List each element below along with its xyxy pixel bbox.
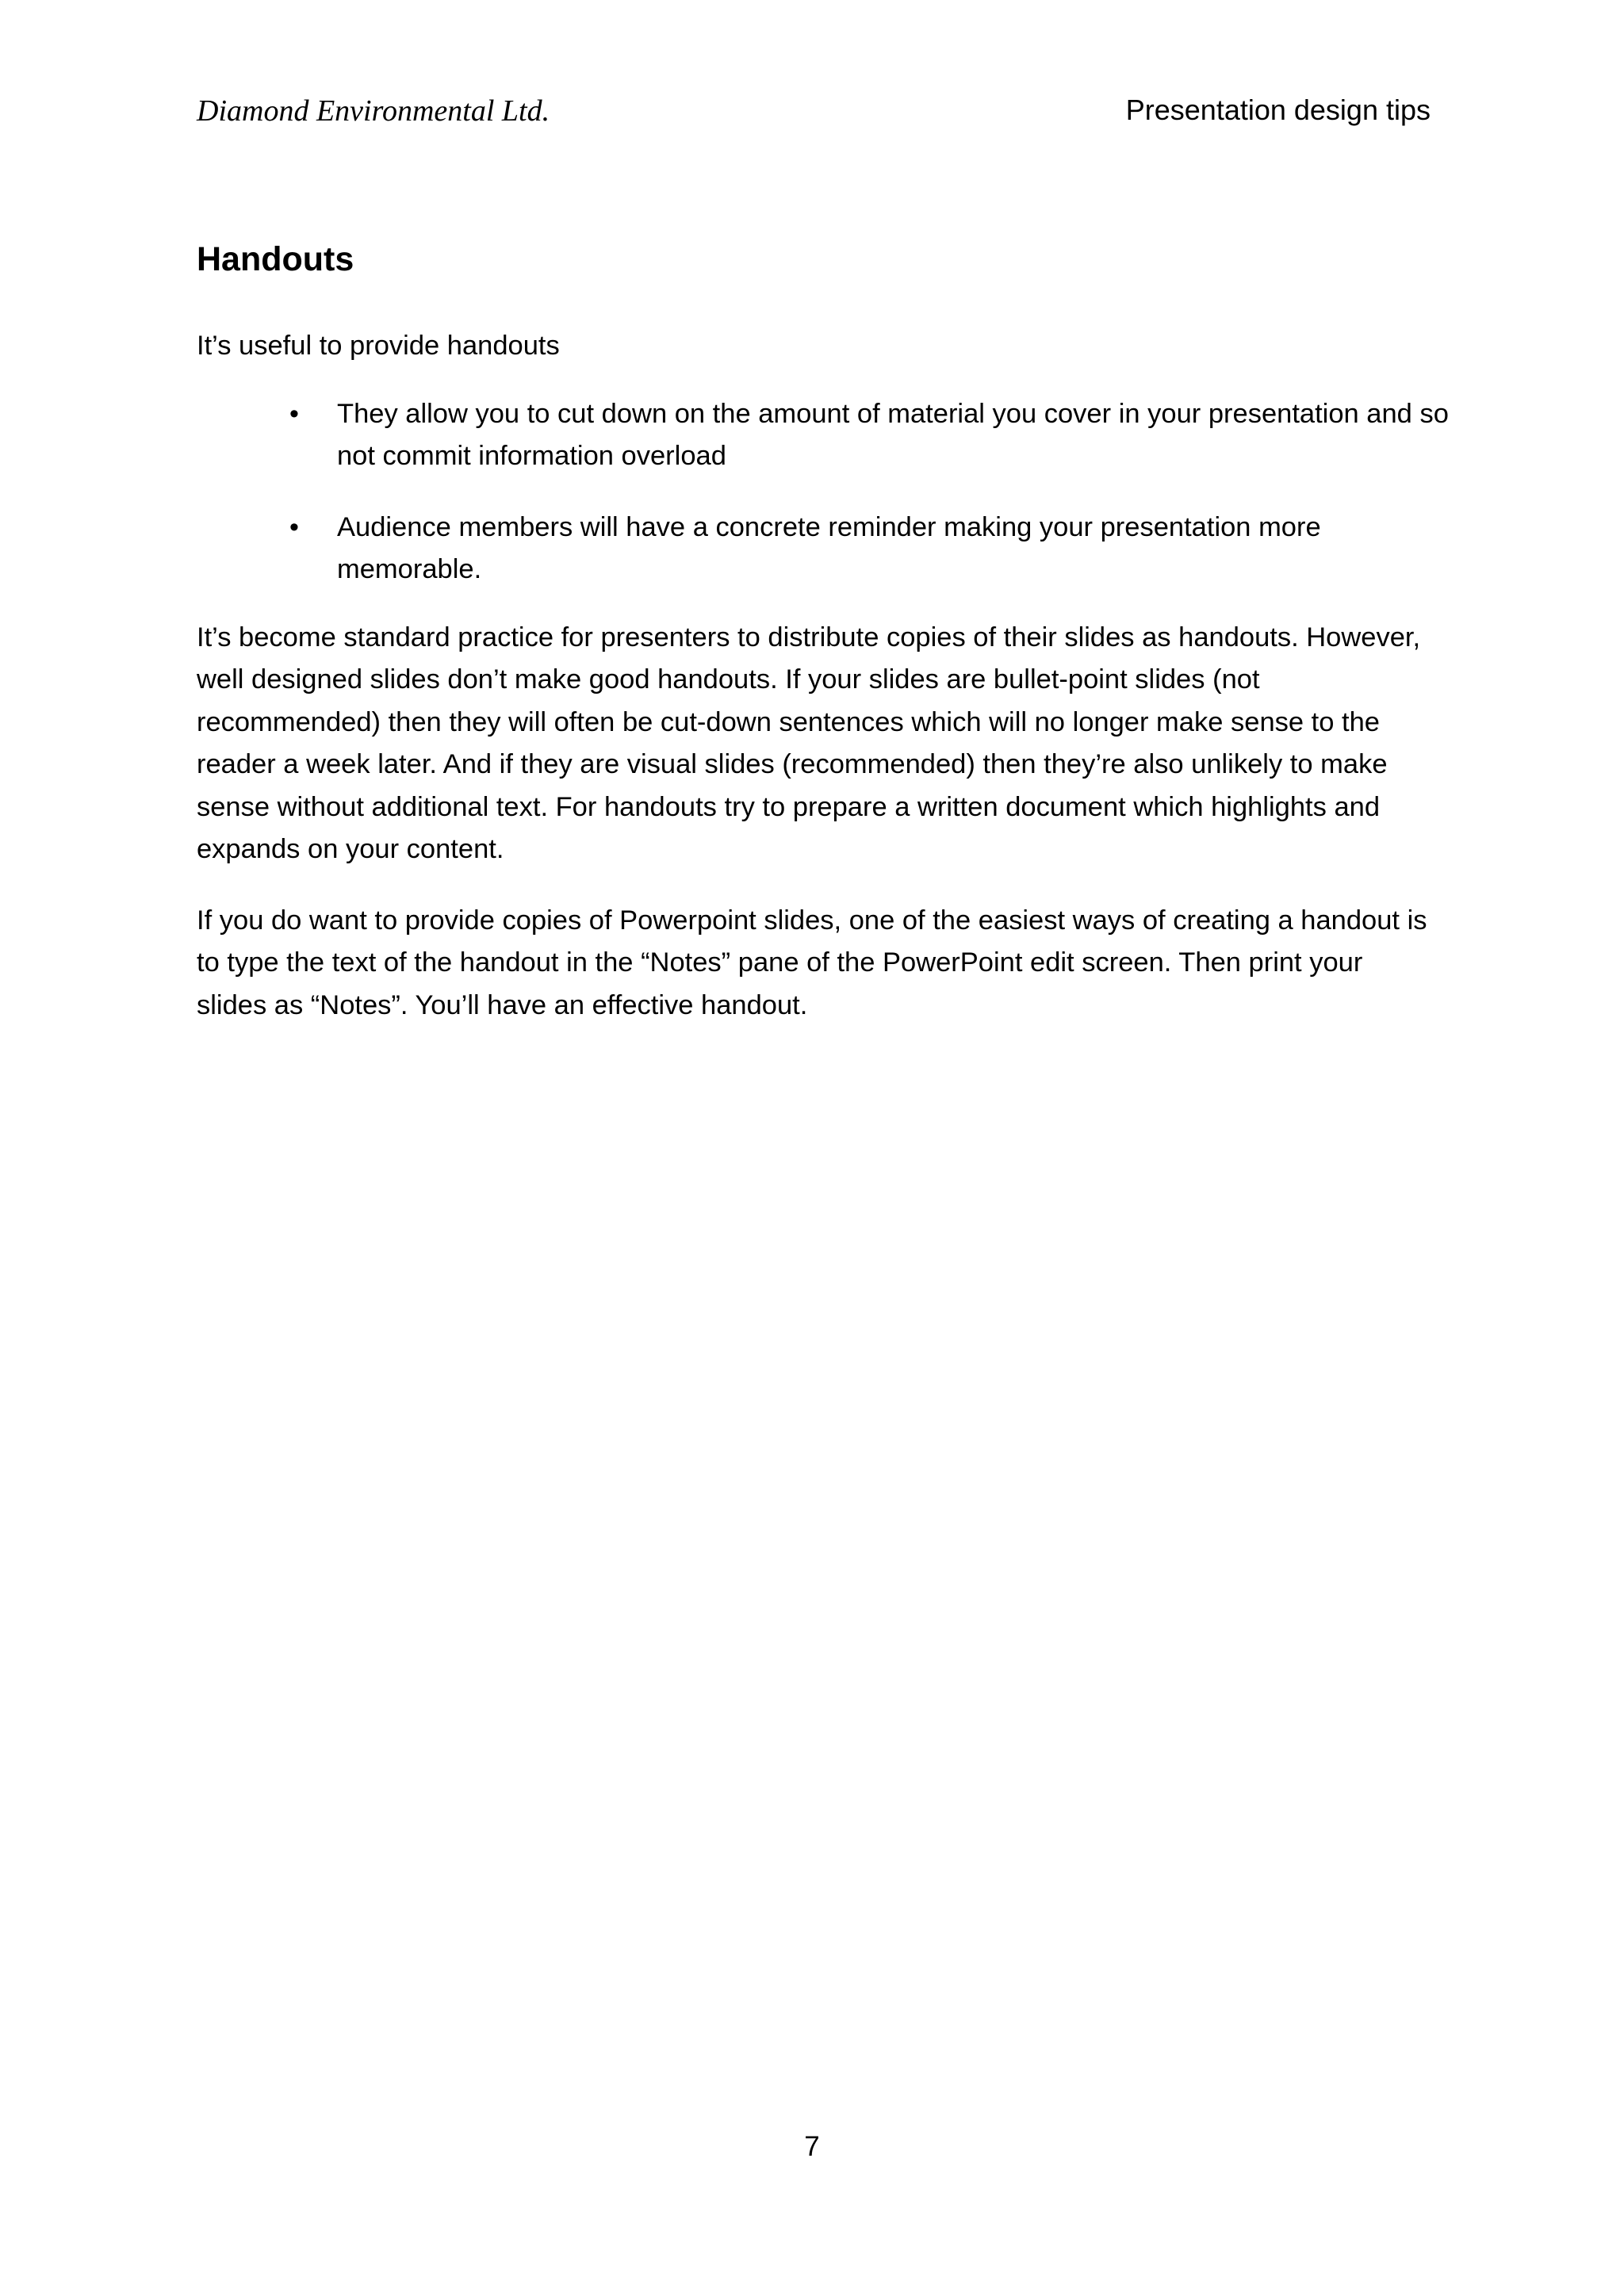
page-content [197,232,1449,1055]
bullet-text: Audience members will have a concrete reminder making your presentation more memorable. [337,511,1321,584]
bullet-item [289,507,1463,591]
page-number: 7 [804,2131,820,2162]
bullet-icon: • [289,398,299,429]
page-header [197,94,1431,141]
body-paragraph: If you do want to provide copies of Powerpoint slides, one of the easiest ways of creating a handout is to type the text of the handout in the “Notes” pane of the PowerPoint edit screen. Then print your slides as “Notes”. You’ll have an effective handout. [197,905,1427,1020]
document-title: Presentation design tips [1125,94,1431,126]
company-name: Diamond Environmental Ltd. [197,94,550,128]
intro-paragraph: It’s useful to provide handouts [197,331,560,361]
section-heading: Handouts [197,240,354,278]
bullet-item [289,393,1463,478]
bullet-text: They allow you to cut down on the amount of material you cover in your presentation and so not commit information overload [337,398,1449,471]
body-paragraph: It’s become standard practice for presenters to distribute copies of their slides as handouts. However, well designed slides don’t make good handouts. If your slides are bullet-point slides (not recommended) then they will often be cut-down sentences which will no longer make sense to the reader a week later. And if they are visual slides (recommended) then they’re also unlikely to make sense without additional text. For handouts try to prepare a written document which highlights and expands on your content. [197,622,1421,864]
bullet-list [197,393,1463,591]
bullet-icon: • [289,511,299,542]
